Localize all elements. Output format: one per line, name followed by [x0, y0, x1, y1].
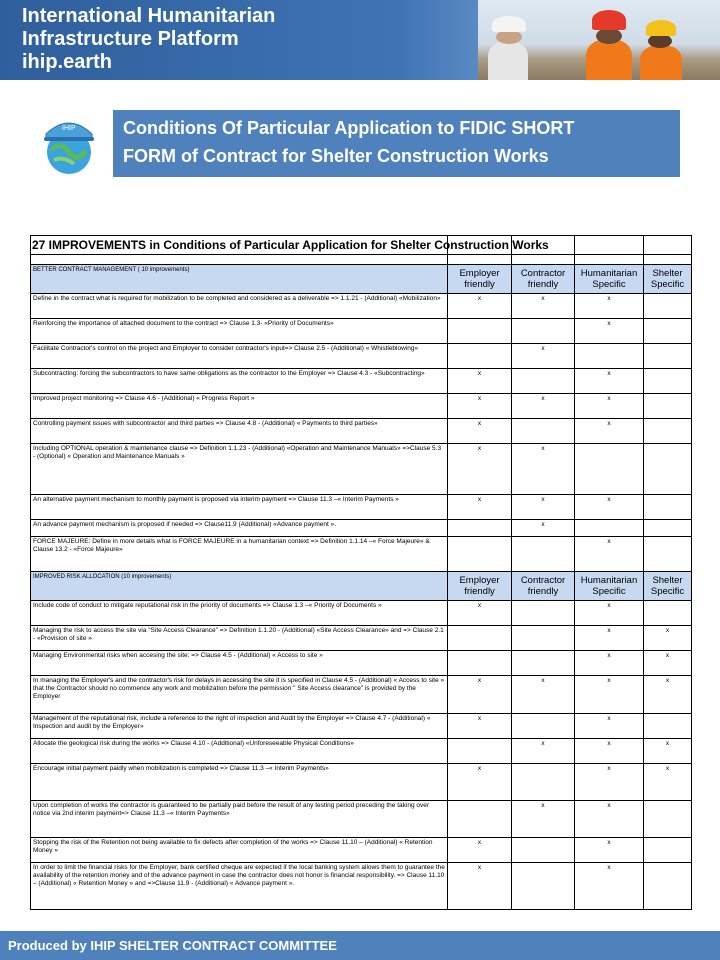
- column-header: Humanitarian Specific: [575, 265, 644, 294]
- check-mark-cell: x: [448, 294, 512, 319]
- check-mark-cell: [512, 863, 575, 910]
- check-mark-cell: x: [644, 676, 692, 714]
- check-mark-cell: x: [448, 863, 512, 910]
- improvement-description: Stopping the risk of the Retention not being available to fix defects after completion of the works => Clause 11.10 – (Additional) « Retention Money »: [31, 838, 448, 863]
- check-mark-cell: x: [575, 714, 644, 739]
- table-row: [31, 601, 692, 626]
- check-mark-cell: x: [512, 520, 575, 537]
- table-row: [31, 394, 692, 419]
- check-mark-cell: [448, 739, 512, 764]
- check-mark-cell: x: [448, 714, 512, 739]
- check-mark-cell: [644, 838, 692, 863]
- check-mark-cell: x: [575, 801, 644, 838]
- workers-photo: [478, 0, 720, 80]
- spacer-row: [31, 255, 692, 265]
- check-mark-cell: [512, 601, 575, 626]
- table-row: [31, 714, 692, 739]
- check-mark-cell: [644, 394, 692, 419]
- column-header: Contractor friendly: [512, 265, 575, 294]
- check-mark-cell: x: [512, 294, 575, 319]
- table-row: [31, 419, 692, 444]
- improvement-description: Upon completion of works the contractor is guaranteed to be partially paid before the result of any testing period preceding the taking over notice via 2nd interim payment=> Clause 11.3 –« Interim Payments»: [31, 801, 448, 838]
- check-mark-cell: x: [575, 419, 644, 444]
- banner-title-line1: International Humanitarian: [22, 5, 276, 27]
- column-header: Humanitarian Specific: [575, 572, 644, 601]
- table-row: [31, 444, 692, 495]
- check-mark-cell: x: [512, 344, 575, 369]
- check-mark-cell: [644, 344, 692, 369]
- spacer-cell: [31, 255, 448, 265]
- check-mark-cell: x: [512, 739, 575, 764]
- check-mark-cell: x: [575, 626, 644, 651]
- section-header-row: [31, 265, 692, 294]
- improvement-description: Define in the contract what is required for mobilization to be completed and considered as a deliverable => 1.1.21 - (Additional) «Mobilization»: [31, 294, 448, 319]
- check-mark-cell: [512, 651, 575, 676]
- check-mark-cell: x: [448, 369, 512, 394]
- check-mark-cell: x: [644, 626, 692, 651]
- check-mark-cell: x: [644, 651, 692, 676]
- check-mark-cell: x: [448, 495, 512, 520]
- table-row: [31, 764, 692, 801]
- column-header: Contractor friendly: [512, 572, 575, 601]
- improvement-description: Encourage initial payment paidly when mobilization is completed => Clause 11.3 –« Interim Payments»: [31, 764, 448, 801]
- check-mark-cell: [448, 520, 512, 537]
- improvement-description: Subcontracting: forcing the subcontractors to have same obligations as the contractor to the Employer => Clause 4.3 - «Subcontracting»: [31, 369, 448, 394]
- spacer-cell: [512, 255, 575, 265]
- heading-blank-cell: [575, 236, 644, 255]
- check-mark-cell: [512, 319, 575, 344]
- check-mark-cell: [448, 801, 512, 838]
- check-mark-cell: x: [448, 676, 512, 714]
- check-mark-cell: [575, 520, 644, 537]
- table-row: [31, 344, 692, 369]
- improvement-description: In order to limit the financial risks for the Employer, bank certified cheque are expected if the local banking system allows them to guarantee the availability of the retention money and of the advance payment in case the contractor does not honor is financial responsibility. => Clause 11.10 – (Additional) « Retention Money » and =>Clause 11.9 - (Additional) « Advance payment ».: [31, 863, 448, 910]
- check-mark-cell: x: [575, 394, 644, 419]
- table-row: [31, 520, 692, 537]
- footer-text: Produced by IHIP SHELTER CONTRACT COMMITTEE: [8, 938, 337, 953]
- column-header: Employer friendly: [448, 572, 512, 601]
- check-mark-cell: x: [512, 676, 575, 714]
- check-mark-cell: x: [575, 294, 644, 319]
- check-mark-cell: x: [575, 537, 644, 572]
- check-mark-cell: [448, 537, 512, 572]
- banner-title-line2: Infrastructure Platform: [22, 28, 239, 50]
- check-mark-cell: x: [644, 739, 692, 764]
- check-mark-cell: [512, 369, 575, 394]
- improvement-description: Management of the reputational risk, include a reference to the right of inspection and Audit by the Employer => Clause 4.7 - (Additional) « Inspection and audit by the Employer»: [31, 714, 448, 739]
- check-mark-cell: [512, 419, 575, 444]
- check-mark-cell: x: [448, 838, 512, 863]
- check-mark-cell: x: [644, 764, 692, 801]
- column-header: Shelter Specific: [644, 572, 692, 601]
- check-mark-cell: [575, 444, 644, 495]
- table-row: [31, 801, 692, 838]
- column-header: Employer friendly: [448, 265, 512, 294]
- table-row: [31, 739, 692, 764]
- check-mark-cell: [644, 714, 692, 739]
- check-mark-cell: [644, 495, 692, 520]
- check-mark-cell: [448, 319, 512, 344]
- check-mark-cell: x: [512, 394, 575, 419]
- improvement-description: Managing the risk to access the site via "Site Access Clearance" => Definition 1.1.20 - (Additional) «Site Access Clearance» and => Clause 2.1 - «Provision of site »: [31, 626, 448, 651]
- check-mark-cell: [644, 863, 692, 910]
- check-mark-cell: x: [512, 801, 575, 838]
- check-mark-cell: [644, 419, 692, 444]
- check-mark-cell: x: [512, 444, 575, 495]
- improvement-description: Allocate the geological risk during the works => Clause 4.10 - (Additional) «Unforeseeable Physical Conditions»: [31, 739, 448, 764]
- spacer-cell: [644, 255, 692, 265]
- table-row: [31, 676, 692, 714]
- check-mark-cell: x: [575, 651, 644, 676]
- improvement-description: FORCE MAJEURE: Define in more details what is FORCE MAJEURE in a humanitarian context => Definition 1.1.14 –« Force Majeure» & Clause 13.2 - «Force Majeure»: [31, 537, 448, 572]
- check-mark-cell: x: [575, 601, 644, 626]
- table-row: [31, 294, 692, 319]
- improvement-description: Controlling payment issues with subcontractor and third parties => Clause 4.8 - (Additional) « Payments to third parties»: [31, 419, 448, 444]
- check-mark-cell: [512, 626, 575, 651]
- table-row: [31, 369, 692, 394]
- check-mark-cell: x: [575, 369, 644, 394]
- spacer-cell: [575, 255, 644, 265]
- check-mark-cell: [512, 838, 575, 863]
- improvement-description: Reinforcing the importance of attached document to the contract => Clause 1.3- «Priority of Documents»: [31, 319, 448, 344]
- heading-blank-cell: [644, 236, 692, 255]
- page-title-line1: Conditions Of Particular Application to FIDIC SHORT: [123, 118, 575, 138]
- check-mark-cell: [644, 801, 692, 838]
- check-mark-cell: x: [512, 495, 575, 520]
- check-mark-cell: [644, 520, 692, 537]
- spacer-cell: [448, 255, 512, 265]
- section-header-row: [31, 572, 692, 601]
- check-mark-cell: x: [575, 838, 644, 863]
- table-row: [31, 537, 692, 572]
- check-mark-cell: x: [448, 394, 512, 419]
- check-mark-cell: [512, 537, 575, 572]
- ihip-logo: [40, 110, 98, 178]
- check-mark-cell: [575, 344, 644, 369]
- header-banner: [0, 0, 720, 80]
- table-row: [31, 495, 692, 520]
- improvement-description: Improved project monitoring => Clause 4.6 - (Additional) « Progress Report »: [31, 394, 448, 419]
- check-mark-cell: [644, 537, 692, 572]
- table-row: [31, 651, 692, 676]
- check-mark-cell: [644, 369, 692, 394]
- check-mark-cell: [448, 651, 512, 676]
- check-mark-cell: x: [448, 601, 512, 626]
- table-row: [31, 863, 692, 910]
- check-mark-cell: [644, 294, 692, 319]
- page-title-line2: FORM of Contract for Shelter Construction Works: [123, 146, 549, 166]
- table-heading-row: [31, 236, 692, 255]
- table-heading: 27 IMPROVEMENTS in Conditions of Particular Application for Shelter Construction Works: [31, 236, 448, 255]
- check-mark-cell: [644, 601, 692, 626]
- column-header: Shelter Specific: [644, 265, 692, 294]
- check-mark-cell: x: [448, 764, 512, 801]
- footer-bar: [0, 931, 720, 960]
- check-mark-cell: [644, 444, 692, 495]
- check-mark-cell: x: [575, 495, 644, 520]
- improvement-description: In managing the Employer's and the contractor's risk for delays in accessing the site it is specified in Clause 4.5 - (Additional) « Access to site » that the Contractor should no commence any work and mobilization before the permission " Site Access clearance" is provided by the Employer: [31, 676, 448, 714]
- check-mark-cell: x: [575, 764, 644, 801]
- check-mark-cell: [644, 319, 692, 344]
- check-mark-cell: [448, 626, 512, 651]
- check-mark-cell: x: [448, 444, 512, 495]
- table-row: [31, 838, 692, 863]
- svg-text:IHIP: IHIP: [62, 125, 76, 132]
- improvement-description: Facilitate Contractor's control on the project and Employer to consider contractor's input=> Clause 2.5 - (Additional) « Whistleblowing»: [31, 344, 448, 369]
- check-mark-cell: x: [575, 863, 644, 910]
- banner-website: ihip.earth: [22, 51, 113, 73]
- improvement-description: Include code of conduct to mitigate reputational risk in the priority of documents => Clause 1.3 –« Priority of Documents »: [31, 601, 448, 626]
- check-mark-cell: x: [448, 419, 512, 444]
- check-mark-cell: x: [575, 319, 644, 344]
- improvements-table: [30, 235, 692, 910]
- check-mark-cell: [512, 714, 575, 739]
- section-label: IMPROVED RISK ALLOCATION (10 improvements): [31, 572, 448, 601]
- section-label: BETTER CONTRACT MANAGEMENT ( 10 improvements): [31, 265, 448, 294]
- check-mark-cell: [448, 344, 512, 369]
- check-mark-cell: x: [575, 739, 644, 764]
- improvement-description: Managing Environmental risks when accesing the site: => Clause 4.5 - (Additional) « Access to site »: [31, 651, 448, 676]
- table-row: [31, 319, 692, 344]
- improvement-description: An alternative payment mechanism to monthly payment is proposed via interim payment => Clause 11.3 –« Interim Payments »: [31, 495, 448, 520]
- table-row: [31, 626, 692, 651]
- improvement-description: An advance payment mechanism is proposed if needed => Clause11.9 (Additional) «Advance payment ».: [31, 520, 448, 537]
- improvement-description: Including OPTIONAL operation & maintenance clause => Definition 1.1.23 - (Additional) «Operation and Maintenance Manuals» =>Clause 5.3 - (Optional) « Operation and Maintenance Manuals »: [31, 444, 448, 495]
- check-mark-cell: [512, 764, 575, 801]
- check-mark-cell: x: [575, 676, 644, 714]
- page-title: [113, 110, 680, 177]
